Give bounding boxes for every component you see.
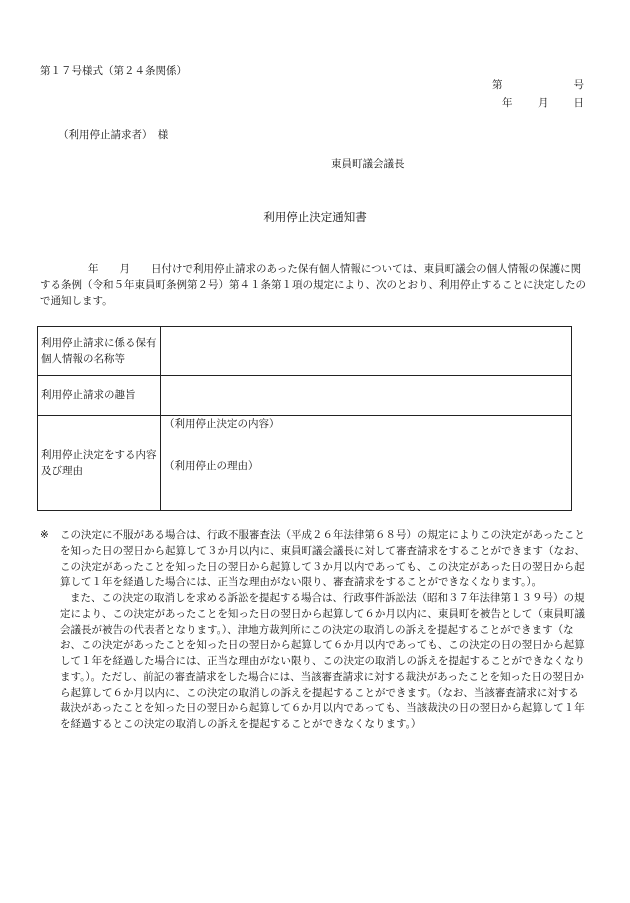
date-day: 日 xyxy=(573,97,584,109)
row1-value xyxy=(161,327,572,376)
date-month: 月 xyxy=(538,97,549,109)
body-year: 年 xyxy=(88,263,99,275)
appeal-note xyxy=(40,528,588,733)
form-number: 第１７号様式（第２４条関係） xyxy=(40,65,187,77)
ref-no-prefix: 第 xyxy=(492,79,503,91)
table-row xyxy=(38,376,572,416)
body-paragraph xyxy=(40,262,588,309)
note-paragraph-1: この決定に不服がある場合は、行政不服審査法（平成２６年法律第６８号）の規定によりこの決定があったことを知った日の翌日から起算して３か月以内に、東員町議会議長に対して審査請求をすることができます（なお、この決定があったことを知った日の翌日から起算して３か月以内であっても、この決定があった日の翌日から起算して１年を経過した場合には、正当な理由がない限り、審査請求をすることができなくなります。）。 xyxy=(60,529,585,589)
note-paragraph-2: また、この決定の取消しを求める訴訟を提起する場合は、行政事件訴訟法（昭和３７年法律第１３９号）の規定により、この決定があったことを知った日の翌日から起算して６か月以内に、東員町を被告として（東員町議会議長が被告の代表者となります。）、津地方裁判所にこの決定の取消しの訴えを提起することができます（なお、この決定があったことを知った日の翌日から起算して６か月以内であっても、この決定の日の翌日から起算して１年を経過した場合には、正当な理由がない限り、この決定の取消しの訴えを提起することができなくなります。）。ただし、前記の審査請求をした場合には、当該審査請求に対する裁決があったことを知った日の翌日から起算して６か月以内に、この決定の取消しの訴えを提起することができます。（なお、当該審査請求に対する裁決があったことを知った日の翌日から起算して６か月以内であっても、当該裁決の日の翌日から起算して１年を経過するとこの決定の取消しの訴えを提起することができなくなります。） xyxy=(60,592,585,730)
row3-label: 利用停止決定をする内容及び理由 xyxy=(38,416,161,511)
body-text: 日付けで利用停止請求のあった保有個人情報については、東員町議会の個人情報の保護に関する条例（令和５年東員町条例第２号）第４１条第１項の規定により、次のとおり、利用停止することに決定したので通知します。 xyxy=(40,263,586,307)
issuer: 東員町議会議長 xyxy=(331,158,405,170)
info-table xyxy=(37,326,572,511)
decision-reason-sub: （利用停止の理由） xyxy=(164,460,259,473)
row1-label: 利用停止請求に係る保有個人情報の名称等 xyxy=(38,327,161,376)
note-mark: ※ xyxy=(40,529,49,541)
row3-value xyxy=(161,416,572,511)
body-month: 月 xyxy=(119,263,130,275)
row2-label: 利用停止請求の趣旨 xyxy=(38,376,161,416)
decision-content-sub: （利用停止決定の内容） xyxy=(164,418,280,430)
row2-value xyxy=(161,376,572,416)
ref-no-suffix: 号 xyxy=(573,79,584,91)
addressee: （利用停止請求者） 様 xyxy=(58,129,169,141)
table-row xyxy=(38,327,572,376)
date-year: 年 xyxy=(502,97,513,109)
document-title: 利用停止決定通知書 xyxy=(263,210,367,224)
table-row xyxy=(38,416,572,511)
